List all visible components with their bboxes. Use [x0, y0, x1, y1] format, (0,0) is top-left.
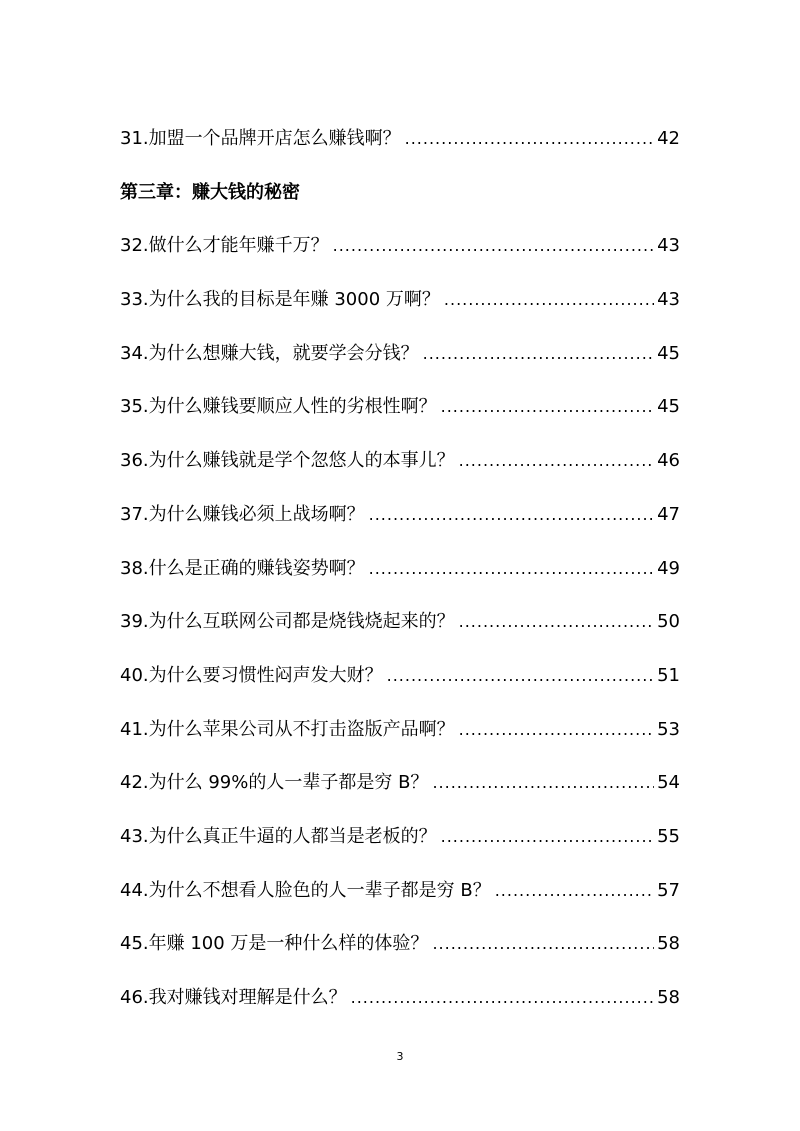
toc-entry-title: 38.什么是正确的赚钱姿势啊？ [120, 557, 365, 579]
toc-leader-dots [333, 219, 654, 273]
toc-entry-title: 31.加盟一个品牌开店怎么赚钱啊？ [120, 128, 401, 149]
toc-entry-page: 42 [657, 128, 680, 149]
toc-entry-title: 42.为什么 99%的人一辈子都是穷 B？ [120, 772, 429, 794]
toc-entry-title: 45.年赚 100 万是一种什么样的体验？ [120, 933, 429, 955]
page-number: 3 [396, 1050, 404, 1063]
toc-entry-45[interactable] [120, 917, 680, 971]
toc-entry-title: 46.我对赚钱对理解是什么？ [120, 987, 347, 1008]
toc-entry-41[interactable] [120, 703, 680, 757]
toc-entry-page: 45 [657, 342, 680, 364]
toc-entry-page: 45 [657, 396, 680, 418]
toc-entry-page: 47 [657, 503, 680, 525]
toc-leader-dots [432, 917, 654, 971]
toc-leader-dots [459, 703, 654, 757]
toc-leader-dots [351, 971, 654, 1025]
toc-entry-46[interactable] [120, 971, 680, 1025]
toc-entry-page: 43 [657, 235, 680, 257]
toc-entry-43[interactable] [120, 810, 680, 864]
toc-entry-page: 49 [657, 557, 680, 579]
toc-entry-page: 43 [657, 289, 680, 311]
toc-entry-page: 53 [657, 718, 680, 740]
toc-leader-dots [495, 864, 654, 918]
table-of-contents [120, 112, 680, 1025]
toc-entry-title: 33.为什么我的目标是年赚 3000 万啊？ [120, 289, 440, 311]
toc-leader-dots [441, 810, 654, 864]
toc-entry-title: 36.为什么赚钱就是学个忽悠人的本事儿？ [120, 450, 455, 472]
toc-leader-dots [444, 273, 654, 327]
toc-leader-dots [459, 595, 654, 649]
toc-entry-title: 35.为什么赚钱要顺应人性的劣根性啊？ [120, 396, 437, 418]
toc-entry-38[interactable] [120, 542, 680, 596]
toc-leader-dots [459, 434, 654, 488]
toc-entry-39[interactable] [120, 595, 680, 649]
toc-entry-page: 58 [657, 933, 680, 955]
toc-entry-title: 40.为什么要习惯性闷声发大财？ [120, 664, 383, 686]
toc-entry-34[interactable] [120, 327, 680, 381]
toc-leader-dots [387, 649, 654, 703]
toc-leader-dots [369, 488, 654, 542]
toc-entry-title: 41.为什么苹果公司从不打击盗版产品啊？ [120, 718, 455, 740]
toc-entry-37[interactable] [120, 488, 680, 542]
toc-entry-31[interactable] [120, 112, 680, 166]
toc-leader-dots [432, 756, 654, 810]
toc-entry-page: 51 [657, 664, 680, 686]
toc-entry-title: 44.为什么不想看人脸色的人一辈子都是穷 B？ [120, 879, 491, 901]
toc-entry-42[interactable] [120, 756, 680, 810]
toc-entry-page: 58 [657, 987, 680, 1008]
toc-entry-page: 50 [657, 611, 680, 633]
toc-leader-dots [369, 542, 654, 596]
toc-entry-title: 34.为什么想赚大钱，就要学会分钱？ [120, 342, 419, 364]
chapter-heading[interactable]: 第三章：赚大钱的秘密 [120, 181, 300, 203]
toc-entry-page: 54 [657, 772, 680, 794]
toc-entry-44[interactable] [120, 864, 680, 918]
toc-entry-page: 55 [657, 825, 680, 847]
toc-entry-40[interactable] [120, 649, 680, 703]
toc-entry-page: 46 [657, 450, 680, 472]
toc-entry-33[interactable] [120, 273, 680, 327]
toc-entry-32[interactable] [120, 219, 680, 273]
toc-leader-dots [441, 380, 654, 434]
toc-entry-title: 43.为什么真正牛逼的人都当是老板的？ [120, 825, 437, 847]
toc-entry-title: 37.为什么赚钱必须上战场啊？ [120, 503, 365, 525]
toc-entry-title: 32.做什么才能年赚千万？ [120, 235, 329, 257]
toc-entry-page: 57 [657, 879, 680, 901]
toc-entry-35[interactable] [120, 380, 680, 434]
toc-leader-dots [423, 327, 654, 381]
toc-entry-title: 39.为什么互联网公司都是烧钱烧起来的？ [120, 611, 455, 633]
toc-entry-36[interactable] [120, 434, 680, 488]
toc-leader-dots [405, 112, 654, 166]
